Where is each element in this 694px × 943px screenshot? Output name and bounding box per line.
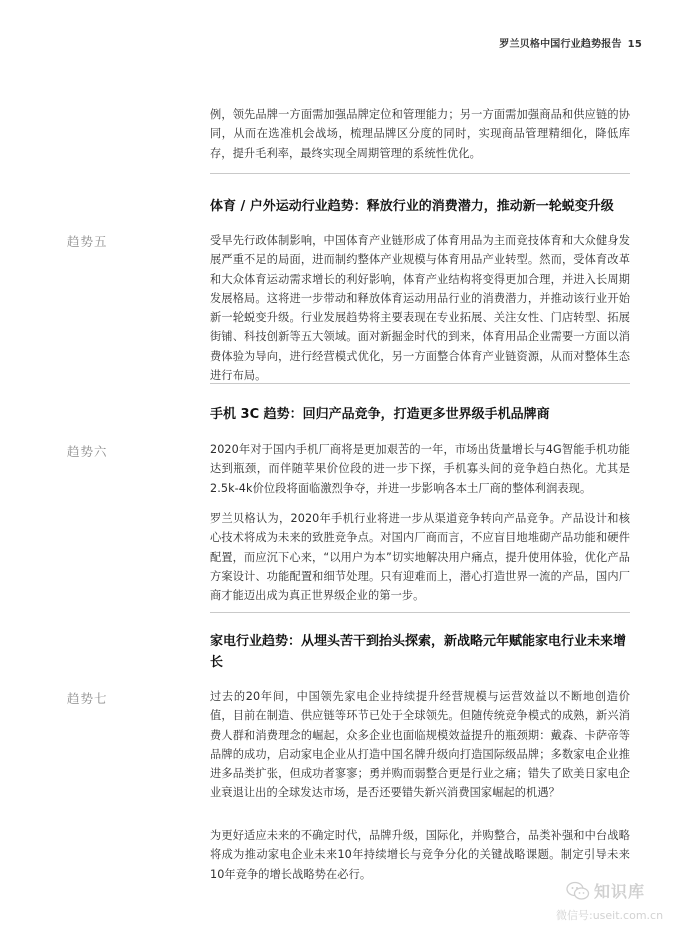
watermark-name: 知识库 [594,882,646,901]
trend-label-seven: 趋势七 [67,691,108,706]
section-paragraph-mobile-2: 罗兰贝格认为，2020年手机行业将进一步从渠道竞争转向产品竞争。产品设计和核心技术将成为未来的致胜竞争点。对国内厂商而言，不应盲目地堆砌产品功能和硬件配置，而应沉下心来，“以用户为本”切实地解决用户痛点，提升使用体验，优化产品方案设计、功能配置和细节处理。只有迎难而上，潜心打造世界一流的产品，国内厂商才能迈出成为真正世界级企业的第一步。 [210,512,630,603]
watermark-url: 微信号:useit.com.cn [556,909,664,922]
section-paragraph-appliances-2: 为更好适应未来的不确定时代，品牌升级，国际化，并购整合，品类补强和中台战略将成为推动家电企业未来10年持续增长与竞争分化的关键战略课题。制定引导未来10年竞争的增长战略势在必行。 [210,829,630,881]
section-divider [210,612,630,613]
section-paragraph-mobile-1: 2020年对于国内手机厂商将是更加艰苦的一年，市场出货量增长与4G智能手机功能达到瓶颈，而伴随苹果价位段的进一步下探，手机寡头间的竞争趋白热化。尤其是2.5k-4k价位段将面临激烈争夺，并进一步影响各本土厂商的整体利润表现。 [210,443,630,495]
page-number: 15 [627,39,642,50]
trend-label-six: 趋势六 [67,444,108,459]
section-heading-appliances: 家电行业趋势：从埋头苦干到抬头探索，新战略元年赋能家电行业未来增长 [210,634,627,670]
section-heading-sports: 体育 / 户外运动行业趋势：释放行业的消费潜力，推动新一轮蜕变升级 [210,199,614,214]
wechat-icon [566,881,590,901]
intro-paragraph: 例，领先品牌一方面需加强品牌定位和管理能力；另一方面需加强商品和供应链的协同，从而在选准机会战场，梳理品牌区分度的同时，实现商品管理精细化，降低库存，提升毛利率，最终实现全周期管理的系统性优化。 [210,108,630,160]
section-paragraph-appliances-1: 过去的20年间，中国领先家电企业持续提升经营规模与运营效益以不断地创造价值，目前在制造、供应链等环节已处于全球领先。但随传统竞争模式的成熟，新兴消费人群和消费理念的崛起，众多企业也面临规模效益提升的瓶颈期：戴森、卡萨帝等品牌的成功，启动家电企业从打造中国名牌升级向打造国际级品牌；多数家电企业推进多品类扩张，但成功者寥寥；勇并购而弱整合更是行业之痛；错失了欧美日家电企业衰退让出的全球发达市场，是否还要错失新兴消费国家崛起的机遇？ [210,690,630,800]
report-title: 罗兰贝格中国行业趋势报告 [499,39,622,50]
section-divider [210,383,630,384]
section-divider [210,173,630,174]
section-paragraph-sports: 受早先行政体制影响，中国体育产业链形成了体育用品为主而竞技体育和大众健身发展严重不足的局面，进而制约整体产业规模与体育用品产业转型。然而，受体育改革和大众体育运动需求增长的利好影响，体育产业结构将变得更加合理，并进入长周期发展格局。这将进一步带动和释放体育运动用品行业的消费潜力，并推动该行业开始新一轮蜕变升级。行业发展趋势将主要表现在专业拓展、关注女性、门店转型、拓展街铺、科技创新等五大领域。面对新掘金时代的到来，体育用品企业需要一方面以消费体验为导向，进行经营模式优化，另一方面整合体育产业链资源，从而对整体生态进行布局。 [210,234,630,383]
page-header [499,35,642,50]
section-heading-mobile: 手机 3C 趋势：回归产品竞争，打造更多世界级手机品牌商 [210,407,550,422]
watermark [542,879,682,929]
trend-label-five: 趋势五 [67,234,108,249]
